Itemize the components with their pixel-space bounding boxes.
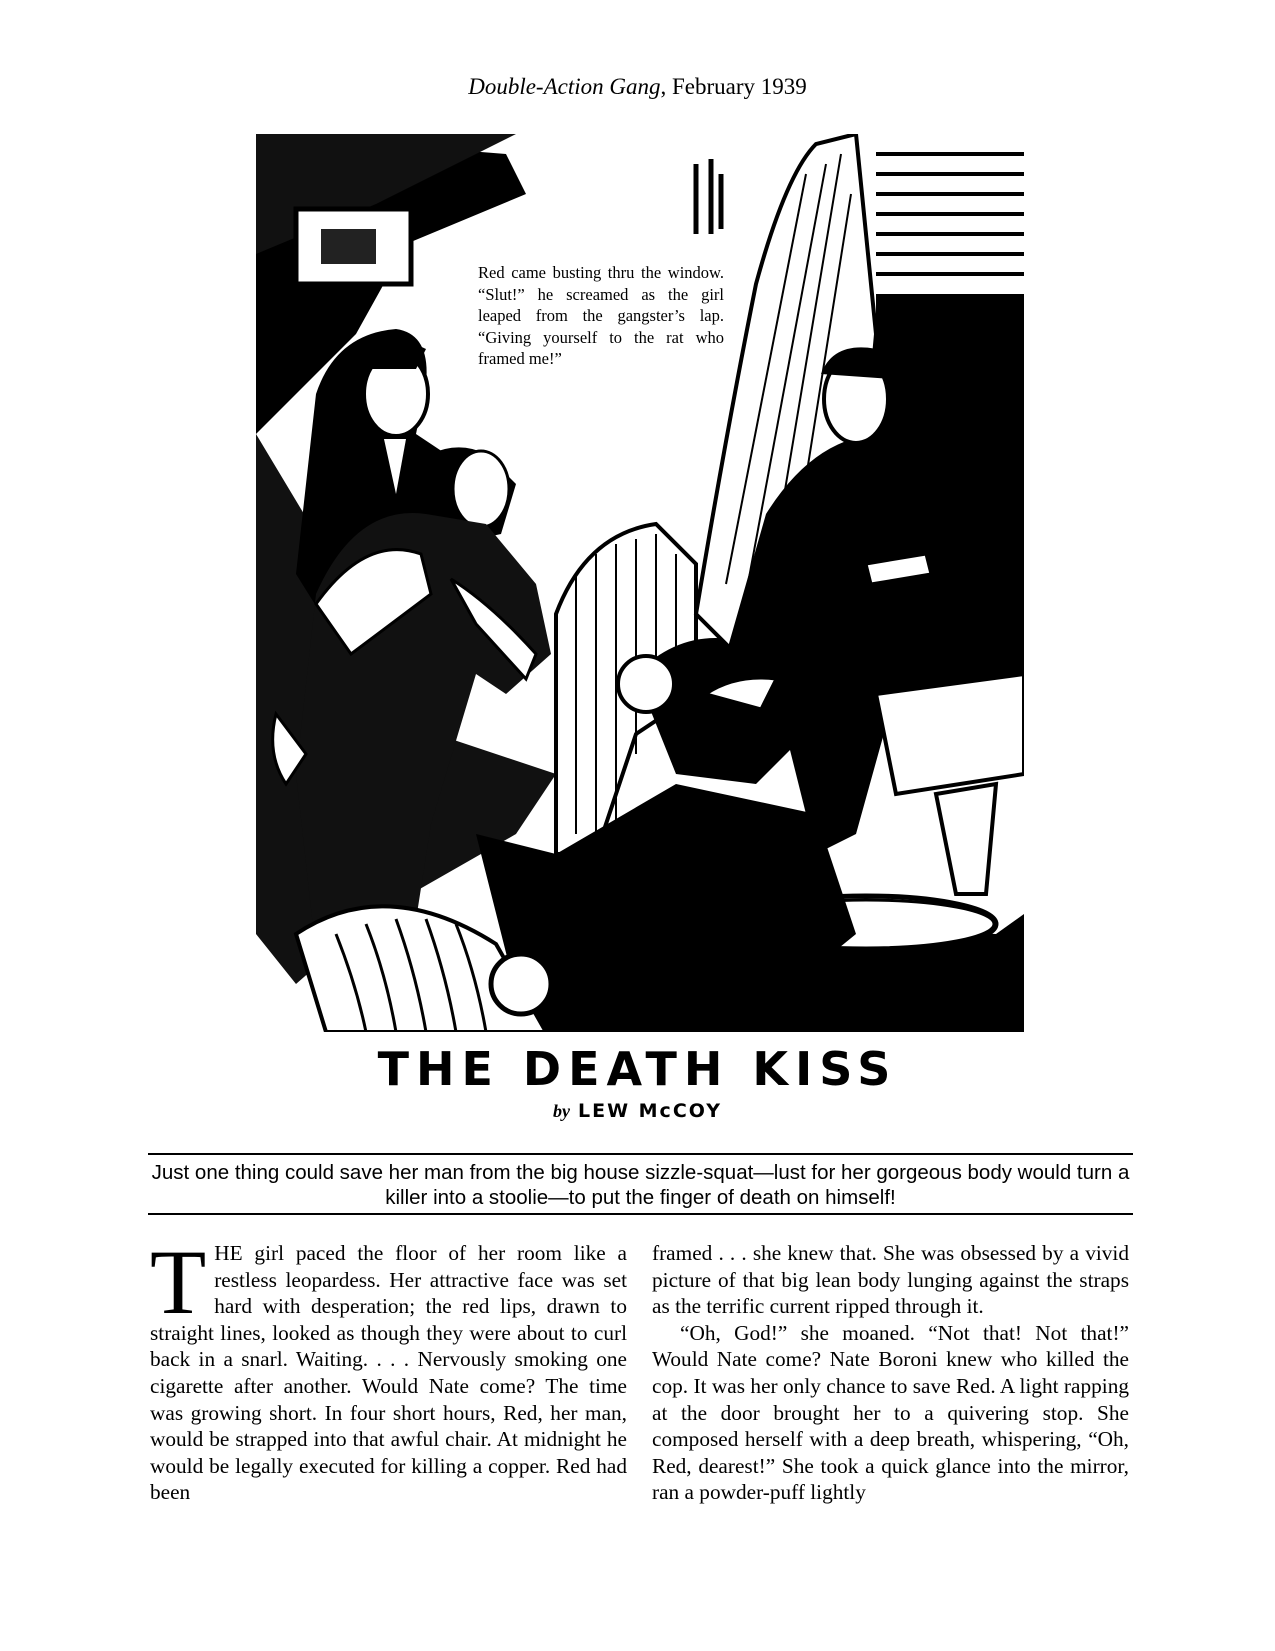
blurb-bottom-rule (148, 1213, 1133, 1215)
byline-by: by (552, 1101, 570, 1121)
story-blurb: Just one thing could save her man from the big house sizzle-squat—lust for her gorgeous body would turn a killer into a stoolie—to put the finger of death on himself! (151, 1161, 1130, 1209)
body-paragraph: framed . . . she knew that. She was obsessed by a vivid picture of that big lean body lunging against the straps as the terrific current ripped through it. (652, 1241, 1129, 1319)
blurb-top-rule (148, 1153, 1133, 1155)
publication-name: Double-Action Gang (468, 74, 661, 99)
issue-date: , February 1939 (660, 74, 807, 99)
byline (0, 1100, 1275, 1122)
paragraph-text: HE girl paced the floor of her room like a restless leopardess. Her attractive face was set hard with desperation; the red lips, drawn to straight lines, looked as though they were about to curl back in a snarl. Waiting. . . . Nervously smoking one cigarette after another. Would Nate come? The time was growing short. In four short hours, Red, her man, would be strapped into that awful chair. At midnight he would be legally executed for killing a copper. Red had been (150, 1241, 627, 1505)
drop-cap: T (150, 1231, 207, 1333)
body-column-left (150, 1231, 627, 1506)
author-name: LEW McCOY (577, 1100, 722, 1122)
body-paragraph: “Oh, God!” she moaned. “Not that! Not that!” Would Nate come? Nate Boroni knew who killed the cop. It was her only chance to save Red. A light rapping at the door brought her to a quivering stop. She composed herself with a deep breath, whispering, “Oh, Red, dearest!” She took a quick glance into the mirror, ran a powder-puff lightly (652, 1320, 1129, 1505)
running-head (0, 74, 1275, 100)
story-title: THE DEATH KISS (377, 1042, 898, 1096)
illustration-caption: Red came busting thru the window. “Slut!” he screamed as the girl leaped from the gangster’s lap. “Giving yourself to the rat who framed me!” (478, 263, 724, 368)
body-paragraph (150, 1231, 627, 1506)
body-column-right (652, 1240, 1129, 1506)
